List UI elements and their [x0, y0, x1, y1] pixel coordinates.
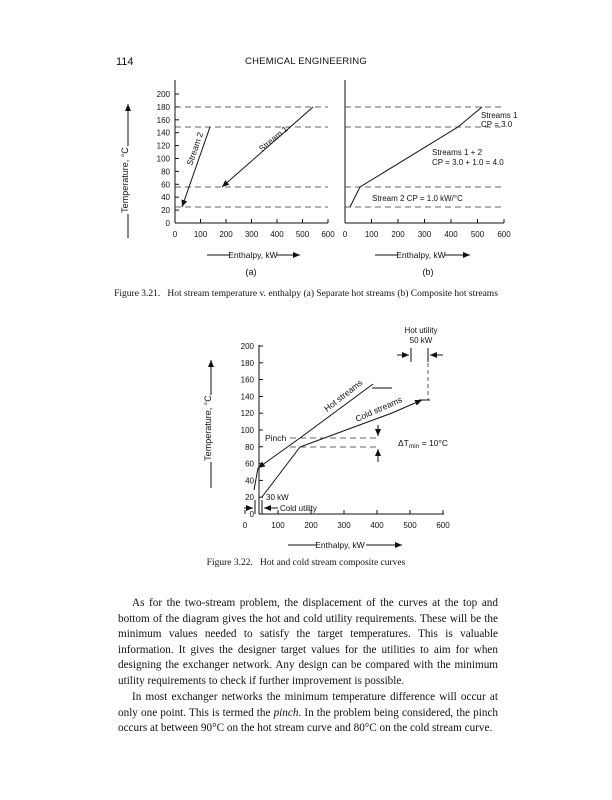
fig21a-y-tick-label: 80	[161, 167, 170, 177]
fig21-panel-a	[157, 80, 336, 277]
fig21-panel-b	[343, 80, 518, 277]
fig22-x-tick-label: 200	[304, 521, 318, 530]
fig21a-x-tick-label: 500	[295, 230, 310, 239]
running-head: CHEMICAL ENGINEERING	[245, 56, 367, 67]
pinch-label: Pinch	[265, 433, 287, 443]
figure-3-22-caption	[0, 558, 612, 568]
fig21a-x-tick-label: 600	[321, 230, 335, 239]
fig21b-x-tick-label: 500	[470, 230, 485, 239]
fig21a-y-tick-label: 180	[156, 102, 170, 112]
fig21-ylabel: Temperature, °C	[120, 147, 130, 213]
fig21a-y-tick-label: 200	[156, 90, 170, 99]
fig21a-y-tick-label: 60	[161, 180, 170, 190]
fig22-x-tick-label: 400	[370, 521, 384, 530]
streams12-label-line1: Streams 1 + 2	[432, 148, 483, 157]
fig22-ylabel: Temperature, °C	[203, 395, 213, 461]
fig22-y-tick-label: 60	[245, 459, 254, 469]
figure-3-21-caption-label: Figure 3.21.	[114, 289, 161, 299]
fig22-y-ticks	[241, 342, 263, 519]
pinch-term: pinch	[273, 706, 299, 719]
body-text	[118, 596, 498, 737]
streams1-label-line2: CP = 3.0	[481, 120, 513, 129]
figure-3-22	[203, 326, 450, 550]
fig22-y-tick-label: 140	[240, 392, 254, 402]
paragraph-2	[118, 690, 498, 737]
fig22-y-tick-label: 160	[240, 375, 254, 385]
streams12-label-line2: CP = 3.0 + 1.0 = 4.0	[432, 158, 504, 167]
stream2-cp-label: Stream 2 CP = 1.0 kW/°C	[372, 194, 463, 203]
fig21a-y-tick-label: 160	[156, 115, 170, 125]
hot-utility-line2: 50 kW	[409, 336, 433, 345]
fig22-x-tick-label: 100	[271, 521, 285, 530]
figure-3-21-caption	[0, 289, 612, 299]
dt-min-label: $\Delta T_{min} = 10^\circ C$	[398, 438, 449, 450]
hot-streams-label: Hot streams	[322, 377, 365, 414]
fig22-y-tick-label: 200	[240, 342, 254, 351]
fig21a-xlabel: Enthalpy, kW	[228, 250, 278, 260]
paragraph-2-end: . In the problem being considered, the pinch occurs at between 90°C on the hot stream curve and 80°C on the cold stream curve.	[118, 706, 498, 734]
composite-hot-line	[350, 107, 482, 207]
fig21b-x-tick-label: 600	[497, 230, 511, 239]
fig21b-xlabel: Enthalpy, kW	[396, 250, 446, 260]
hot-streams-tail	[254, 468, 258, 490]
cold-utility-line2: Cold utility	[280, 504, 317, 513]
fig21a-x-ticks	[173, 219, 335, 239]
stream-1-label: Stream 1	[256, 123, 290, 154]
stream-2-label: Stream 2	[184, 130, 206, 167]
figure-3-21-caption-text: Hot stream temperature v. enthalpy (a) Separate hot streams (b) Composite hot streams	[167, 289, 498, 299]
fig21-panel-a-label: (a)	[245, 267, 257, 277]
fig21b-x-tick-label: 400	[444, 230, 458, 239]
fig21b-x-tick-label: 200	[391, 230, 405, 239]
fig21a-x-tick-label: 100	[193, 230, 208, 239]
fig21b-x-tick-label: 300	[417, 230, 432, 239]
fig21a-y-tick-label: 100	[156, 154, 170, 164]
fig21a-x-tick-label: 200	[219, 230, 233, 239]
fig22-x-tick-label: 0	[242, 521, 248, 530]
fig22-x-tick-label: 500	[403, 521, 417, 530]
fig22-y-tick-label: 0	[249, 510, 254, 519]
fig22-y-tick-label: 180	[240, 358, 254, 368]
fig22-y-tick-label: 120	[240, 409, 254, 419]
hot-utility-line1: Hot utility	[404, 326, 438, 335]
fig21a-x-tick-label: 0	[172, 230, 178, 239]
fig21a-x-tick-label: 300	[244, 230, 259, 239]
fig22-y-tick-label: 20	[245, 493, 254, 503]
fig22-xlabel: Enthalpy, kW	[315, 540, 365, 550]
fig22-y-tick-label: 100	[240, 426, 254, 435]
cold-utility-line1: 30 kW	[266, 493, 289, 502]
paragraph-1: As for the two-stream problem, the displacement of the curves at the top and bottom of the diagram gives the hot and cold utility requirements. These will be the minimum values needed to satisfy the target temperatures. This is valuable information. It gives the designer target values for the utilities to aim for when designing the exchanger network. Any design can be compared with the minimum utility requirements to check if further improvement is possible.	[118, 597, 498, 687]
page-number: 114	[116, 56, 134, 68]
fig21a-xlabel-group	[207, 250, 300, 260]
fig22-x-tick-label: 300	[337, 521, 351, 530]
fig22-x-tick-label: 600	[436, 521, 450, 530]
streams1-label-line1: Streams 1	[481, 111, 518, 120]
figure-3-21	[120, 80, 518, 277]
fig21a-y-tick-label: 120	[156, 141, 170, 151]
fig21b-x-ticks	[343, 219, 511, 239]
fig22-y-tick-label: 80	[245, 442, 254, 452]
fig22-x-ticks	[243, 510, 450, 530]
paragraph-2-start: In most exchanger networks the minimum temperature difference will occur at only one point. This is termed the	[118, 691, 498, 719]
fig21-panel-b-label: (b)	[422, 267, 434, 277]
fig22-y-tick-label: 40	[245, 476, 254, 486]
fig21b-x-tick-label: 100	[364, 230, 379, 239]
fig22-xlabel-group	[288, 540, 402, 550]
fig21b-xlabel-group	[375, 250, 470, 260]
figure-3-22-caption-text: Hot and cold stream composite curves	[259, 558, 406, 568]
fig21a-y-tick-label: 140	[156, 128, 170, 138]
figure-3-22-caption-label: Figure 3.22.	[206, 558, 253, 568]
fig21a-y-tick-label: 0	[165, 219, 170, 228]
fig21a-y-tick-label: 40	[161, 193, 170, 203]
cold-streams-label: Cold streams	[353, 394, 404, 424]
cold-streams-lower	[262, 447, 300, 497]
fig21a-y-tick-label: 20	[161, 206, 170, 216]
fig21b-x-tick-label: 0	[342, 230, 348, 239]
fig21a-x-tick-label: 400	[270, 230, 284, 239]
